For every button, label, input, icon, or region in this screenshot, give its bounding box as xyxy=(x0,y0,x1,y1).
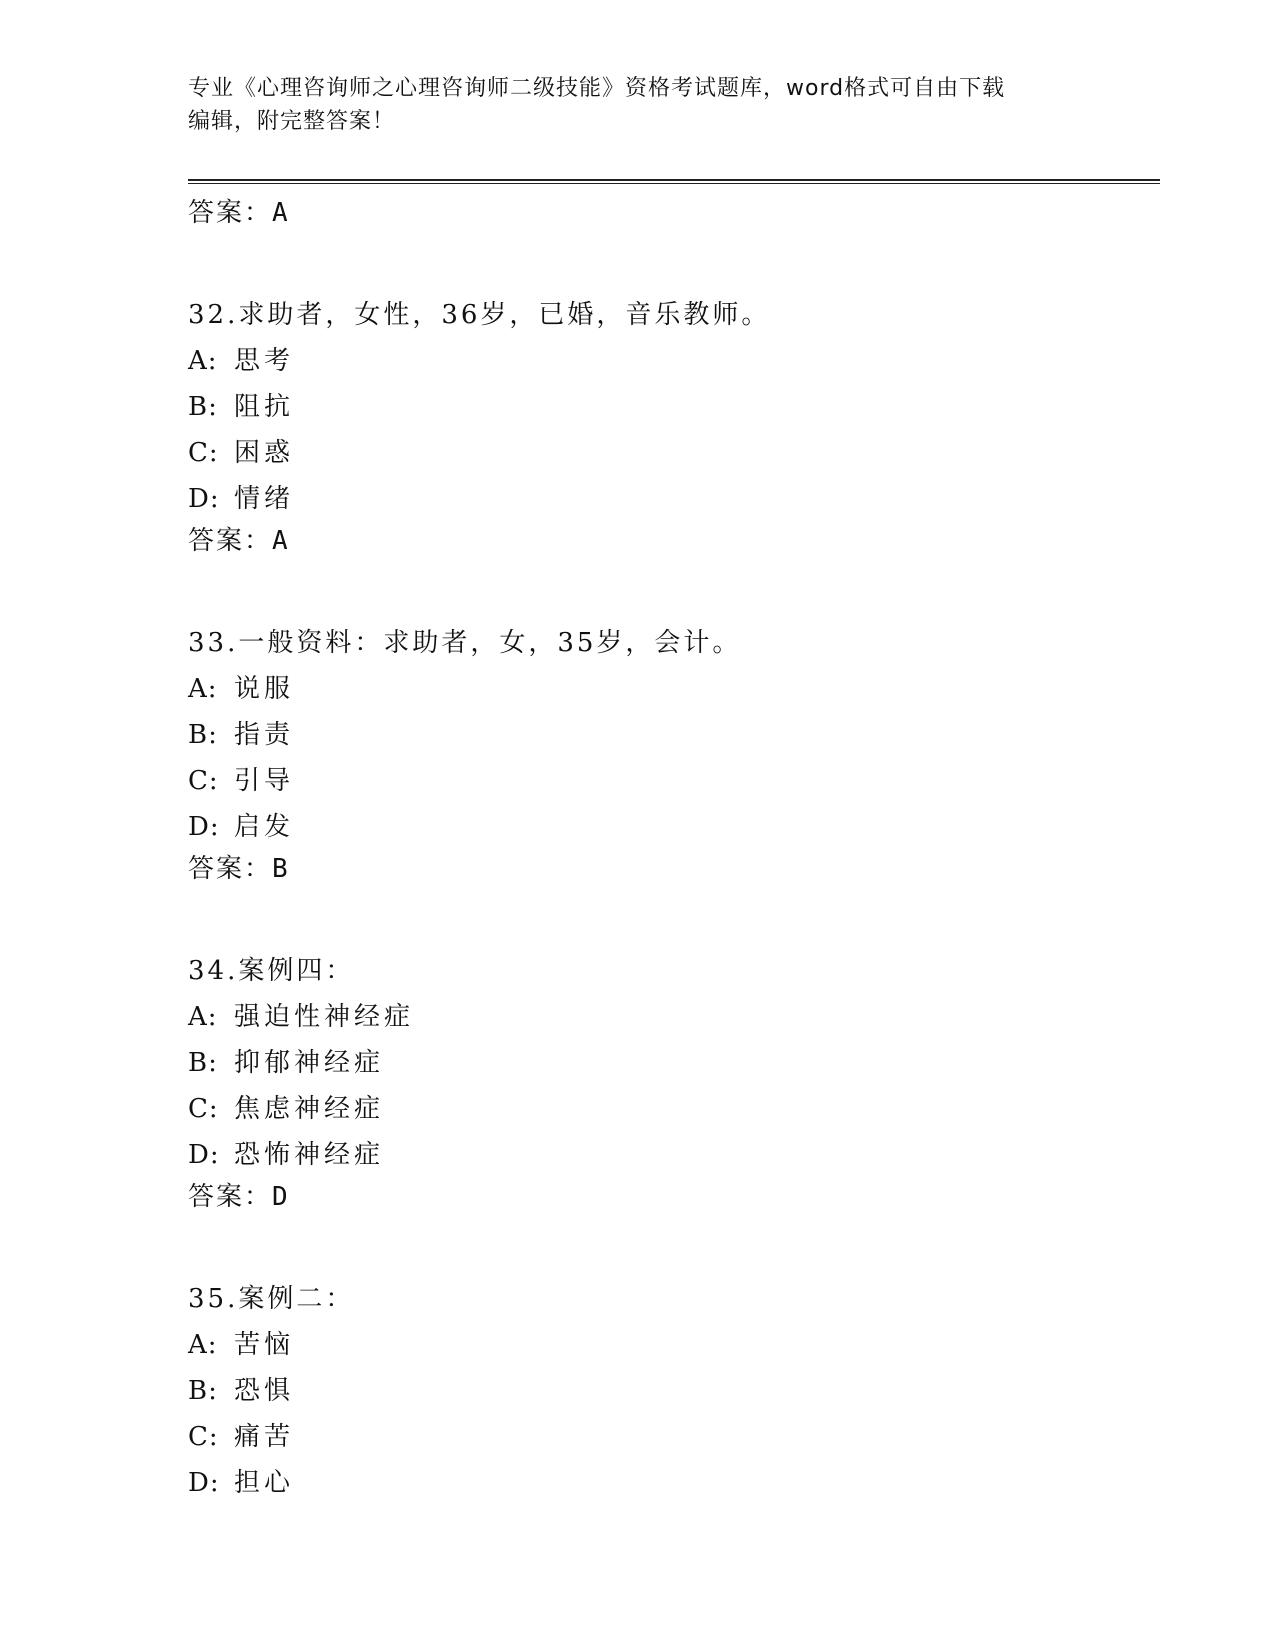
header-line-1: 专业《心理咨询师之心理咨询师二级技能》资格考试题库，word格式可自由下载 xyxy=(188,76,1006,101)
option-text: 启发 xyxy=(234,812,295,842)
option-a xyxy=(188,666,1160,712)
option-letter: D: xyxy=(188,484,220,514)
answer-value: A xyxy=(272,198,289,228)
option-text: 情绪 xyxy=(234,484,295,514)
option-d xyxy=(188,804,1160,850)
option-a xyxy=(188,1322,1160,1368)
option-letter: B: xyxy=(188,1376,218,1406)
option-c xyxy=(188,1086,1160,1132)
question-answer xyxy=(188,850,1160,888)
option-letter: A: xyxy=(188,346,218,376)
option-letter: D: xyxy=(188,812,220,842)
answer-label: 答案： xyxy=(188,1182,273,1212)
option-b xyxy=(188,384,1160,430)
option-letter: C: xyxy=(188,1422,219,1452)
previous-answer xyxy=(188,194,1160,232)
option-letter: D: xyxy=(188,1140,220,1170)
header-divider-thin xyxy=(188,183,1160,184)
option-text: 苦恼 xyxy=(234,1330,295,1360)
answer-label: 答案： xyxy=(188,854,273,884)
answer-value: A xyxy=(272,526,289,556)
answer-value: B xyxy=(272,854,289,884)
option-c xyxy=(188,1414,1160,1460)
option-letter: D: xyxy=(188,1468,220,1498)
question-stem: 33.一般资料：求助者，女，35岁，会计。 xyxy=(188,628,742,658)
option-text: 阻抗 xyxy=(234,392,295,422)
option-text: 说服 xyxy=(234,674,295,704)
question-34 xyxy=(188,948,1160,1216)
option-letter: C: xyxy=(188,1094,219,1124)
option-text: 抑郁神经症 xyxy=(234,1048,385,1078)
question-35 xyxy=(188,1276,1160,1506)
header-divider-thick xyxy=(188,179,1160,181)
question-list xyxy=(188,194,1160,1506)
option-text: 恐惧 xyxy=(234,1376,295,1406)
question-33 xyxy=(188,620,1160,888)
question-32 xyxy=(188,292,1160,560)
question-answer xyxy=(188,522,1160,560)
option-text: 强迫性神经症 xyxy=(234,1002,415,1032)
option-text: 指责 xyxy=(234,720,295,750)
header-line-2: 编辑，附完整答案！ xyxy=(188,109,396,134)
option-letter: A: xyxy=(188,1330,218,1360)
option-text: 思考 xyxy=(234,346,295,376)
option-a xyxy=(188,994,1160,1040)
option-d xyxy=(188,1132,1160,1178)
option-letter: B: xyxy=(188,1048,218,1078)
answer-label: 答案： xyxy=(188,198,273,228)
option-text: 困惑 xyxy=(234,438,295,468)
option-text: 恐怖神经症 xyxy=(234,1140,385,1170)
option-letter: B: xyxy=(188,720,218,750)
option-a xyxy=(188,338,1160,384)
question-stem: 32.求助者，女性，36岁，已婚，音乐教师。 xyxy=(188,300,771,330)
answer-label: 答案： xyxy=(188,526,273,556)
option-c xyxy=(188,758,1160,804)
option-letter: C: xyxy=(188,438,219,468)
question-answer xyxy=(188,1178,1160,1216)
option-c xyxy=(188,430,1160,476)
answer-value: D xyxy=(272,1182,289,1212)
option-d xyxy=(188,476,1160,522)
question-stem: 34.案例四： xyxy=(188,956,355,986)
document-header xyxy=(188,72,1088,138)
option-b xyxy=(188,1368,1160,1414)
option-d xyxy=(188,1460,1160,1506)
option-b xyxy=(188,712,1160,758)
option-letter: B: xyxy=(188,392,218,422)
option-text: 焦虑神经症 xyxy=(234,1094,385,1124)
option-b xyxy=(188,1040,1160,1086)
option-letter: C: xyxy=(188,766,219,796)
question-stem: 35.案例二： xyxy=(188,1284,355,1314)
option-text: 痛苦 xyxy=(234,1422,295,1452)
option-letter: A: xyxy=(188,674,218,704)
option-letter: A: xyxy=(188,1002,218,1032)
option-text: 引导 xyxy=(234,766,295,796)
option-text: 担心 xyxy=(234,1468,295,1498)
